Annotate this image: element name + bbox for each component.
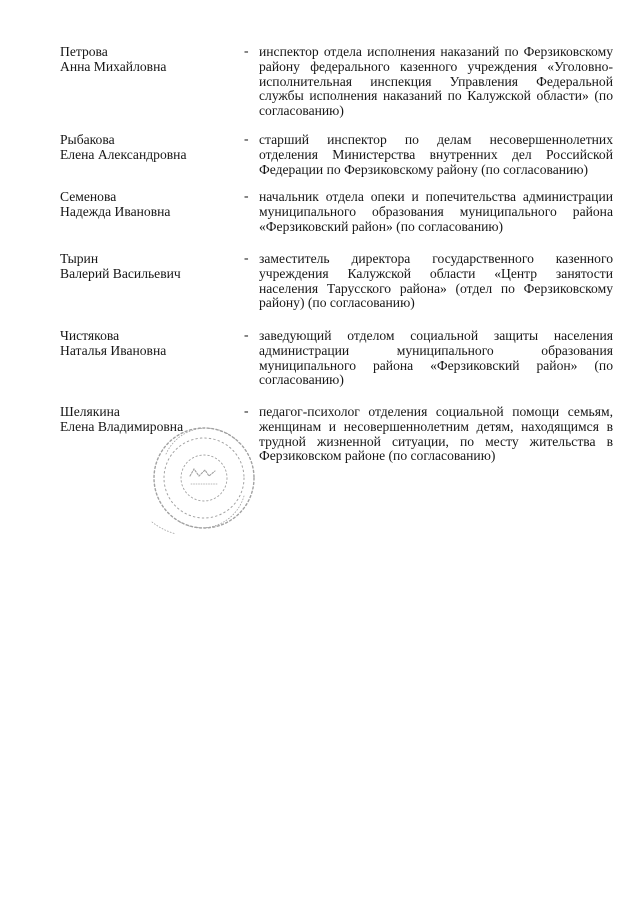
- member-surname: Шелякина: [60, 404, 120, 419]
- member-role: заведующий отделом социальной защиты населения администрации муниципального образования муниципального района «Ферзиковский район» (по согласованию): [259, 328, 613, 388]
- member-name: [60, 190, 235, 220]
- member-name: [60, 133, 235, 163]
- member-dash: -: [244, 250, 249, 265]
- member-surname: Тырин: [60, 251, 99, 266]
- member-role: инспектор отдела исполнения наказаний по Ферзиковскому району федерального казенного учреждения «Уголовно-исполнительная инспекция Управления Федеральной службы исполнения наказаний по Калужской области» (по согласованию): [259, 44, 613, 119]
- round-seal-stamp-icon: [144, 403, 262, 546]
- member-name: [60, 329, 235, 359]
- member-surname: Рыбакова: [60, 132, 115, 147]
- member-role: педагог-психолог отделения социальной помощи семьям, женщинам и несовершеннолетним детям, находящимся в трудной жизненной ситуации, по месту жительства в Ферзиковском районе (по согласованию): [259, 404, 613, 464]
- member-given-name: Елена Владимировна: [60, 418, 184, 434]
- member-role: старший инспектор по делам несовершеннолетних отделения Министерства внутренних дел Российской Федерации по Ферзиковскому району (по согласованию): [259, 132, 613, 177]
- member-name: [60, 45, 235, 75]
- member-dash: -: [244, 403, 249, 418]
- member-dash: -: [244, 43, 249, 58]
- member-role: заместитель директора государственного казенного учреждения Калужской области «Центр занятости населения Тарусского района» (отдел по Ферзиковскому району) (по согласованию): [259, 251, 613, 311]
- member-dash: -: [244, 327, 249, 342]
- member-given-name: Надежда Ивановна: [60, 203, 171, 219]
- member-given-name: Елена Александровна: [60, 146, 187, 162]
- member-role: начальник отдела опеки и попечительства администрации муниципального образования муниципального района «Ферзиковский район» (по согласованию): [259, 189, 613, 234]
- member-name: [60, 252, 235, 282]
- member-surname: Чистякова: [60, 328, 120, 343]
- member-surname: Семенова: [60, 189, 117, 204]
- member-given-name: Анна Михайловна: [60, 58, 167, 74]
- member-dash: -: [244, 188, 249, 203]
- member-given-name: Валерий Васильевич: [60, 265, 181, 281]
- member-surname: Петрова: [60, 44, 108, 59]
- member-dash: -: [244, 131, 249, 146]
- member-given-name: Наталья Ивановна: [60, 342, 167, 358]
